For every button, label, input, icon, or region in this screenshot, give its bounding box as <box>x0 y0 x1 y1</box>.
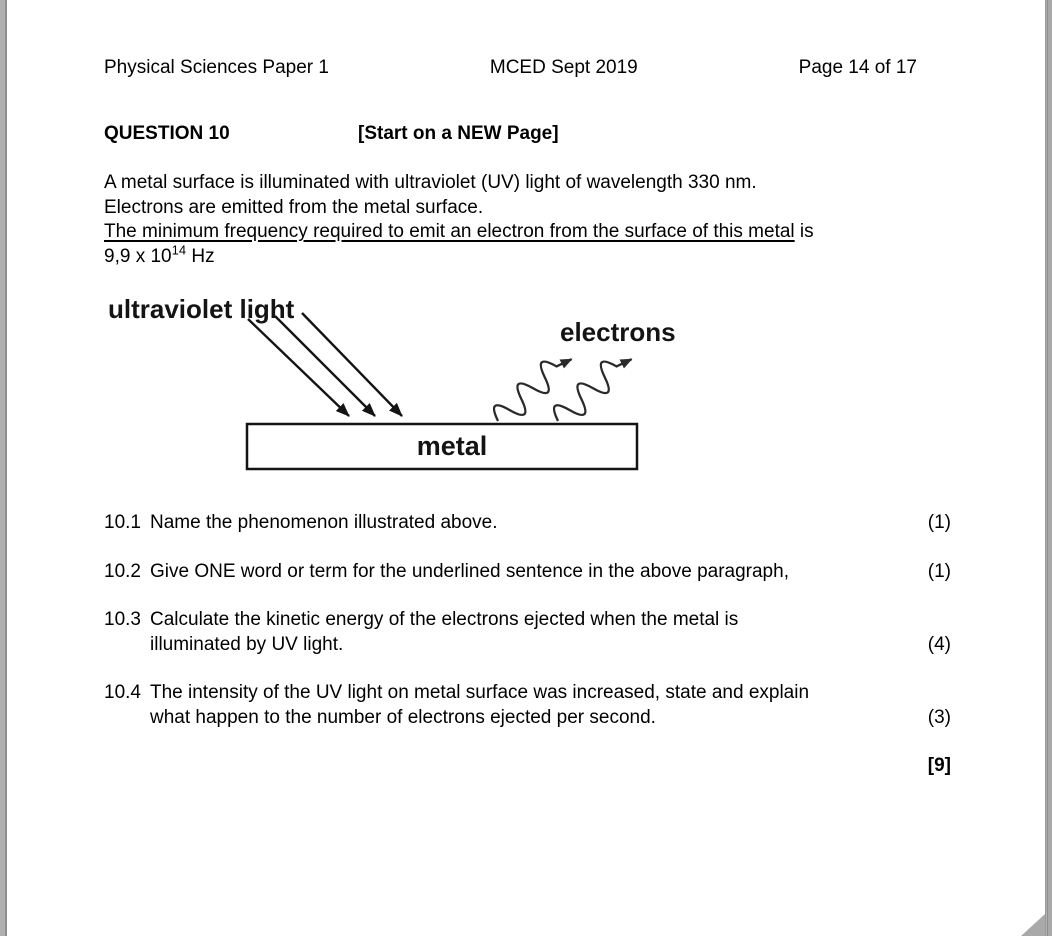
frequency-unit: Hz <box>186 245 215 267</box>
subquestion-marks: (3) <box>927 706 951 728</box>
paragraph-line-3 <box>104 220 1045 245</box>
uv-ray-arrow-2 <box>275 316 375 416</box>
question-heading <box>7 122 1045 145</box>
subquestion-row-10-4 <box>104 681 951 730</box>
electrons-label: electrons <box>560 317 676 347</box>
subquestion-row-10-3 <box>104 608 951 657</box>
page-corner-cut <box>1021 914 1045 936</box>
frequency-value <box>104 242 1045 270</box>
header-page-number: Page 14 of 17 <box>798 57 917 78</box>
intro-paragraph <box>7 171 1045 269</box>
paragraph-line-1: A metal surface is illuminated with ultraviolet (UV) light of wavelength 330 nm. <box>104 172 757 193</box>
subquestion-number: 10.2 <box>104 560 141 582</box>
after-underline-text: is <box>794 221 814 242</box>
subquestion-number: 10.4 <box>104 682 141 703</box>
electron-wave-2 <box>549 346 637 430</box>
subquestion-row-10-1 <box>104 511 951 536</box>
subquestion-marks: (4) <box>927 633 951 655</box>
uv-ray-arrow-1 <box>248 319 349 416</box>
uv-light-label: ultraviolet light <box>108 294 295 324</box>
screen-right-edge <box>1047 0 1052 936</box>
question-start-instruction: [Start on a NEW Page] <box>358 123 559 144</box>
subquestion-list <box>7 511 1045 730</box>
uv-ray-arrow-3 <box>302 313 402 416</box>
document-page <box>5 0 1046 936</box>
question-title: QUESTION 10 <box>104 123 230 144</box>
subquestion-row-10-2 <box>104 560 951 585</box>
subquestion-text: Name the phenomenon illustrated above. <box>150 512 498 533</box>
paragraph-line-2: Electrons are emitted from the metal surface. <box>104 196 484 218</box>
total-marks: [9] <box>927 755 951 776</box>
subquestion-marks: (1) <box>927 560 951 582</box>
subquestion-text: Calculate the kinetic energy of the electrons ejected when the metal is illuminated by UV light. <box>150 609 739 655</box>
electron-wave-1 <box>489 346 577 430</box>
subquestion-number: 10.1 <box>104 512 141 533</box>
frequency-base: 9,9 x 10 <box>104 245 172 267</box>
photoelectric-diagram <box>104 288 1045 473</box>
page-header <box>7 0 1045 79</box>
header-exam-session: MCED Sept 2019 <box>489 57 638 78</box>
frequency-exponent: 14 <box>171 242 187 258</box>
subquestion-marks: (1) <box>927 512 951 533</box>
header-paper-title: Physical Sciences Paper 1 <box>104 57 329 78</box>
subquestion-text: Give ONE word or term for the underlined sentence in the above paragraph, <box>150 560 789 582</box>
subquestion-number: 10.3 <box>104 609 141 630</box>
metal-label: metal <box>416 431 488 461</box>
subquestion-text: The intensity of the UV light on metal surface was increased, state and explain what happen to the number of electrons ejected per second. <box>150 682 810 728</box>
underlined-sentence: The minimum frequency required to emit an electron from the surface of this metal <box>104 221 795 242</box>
